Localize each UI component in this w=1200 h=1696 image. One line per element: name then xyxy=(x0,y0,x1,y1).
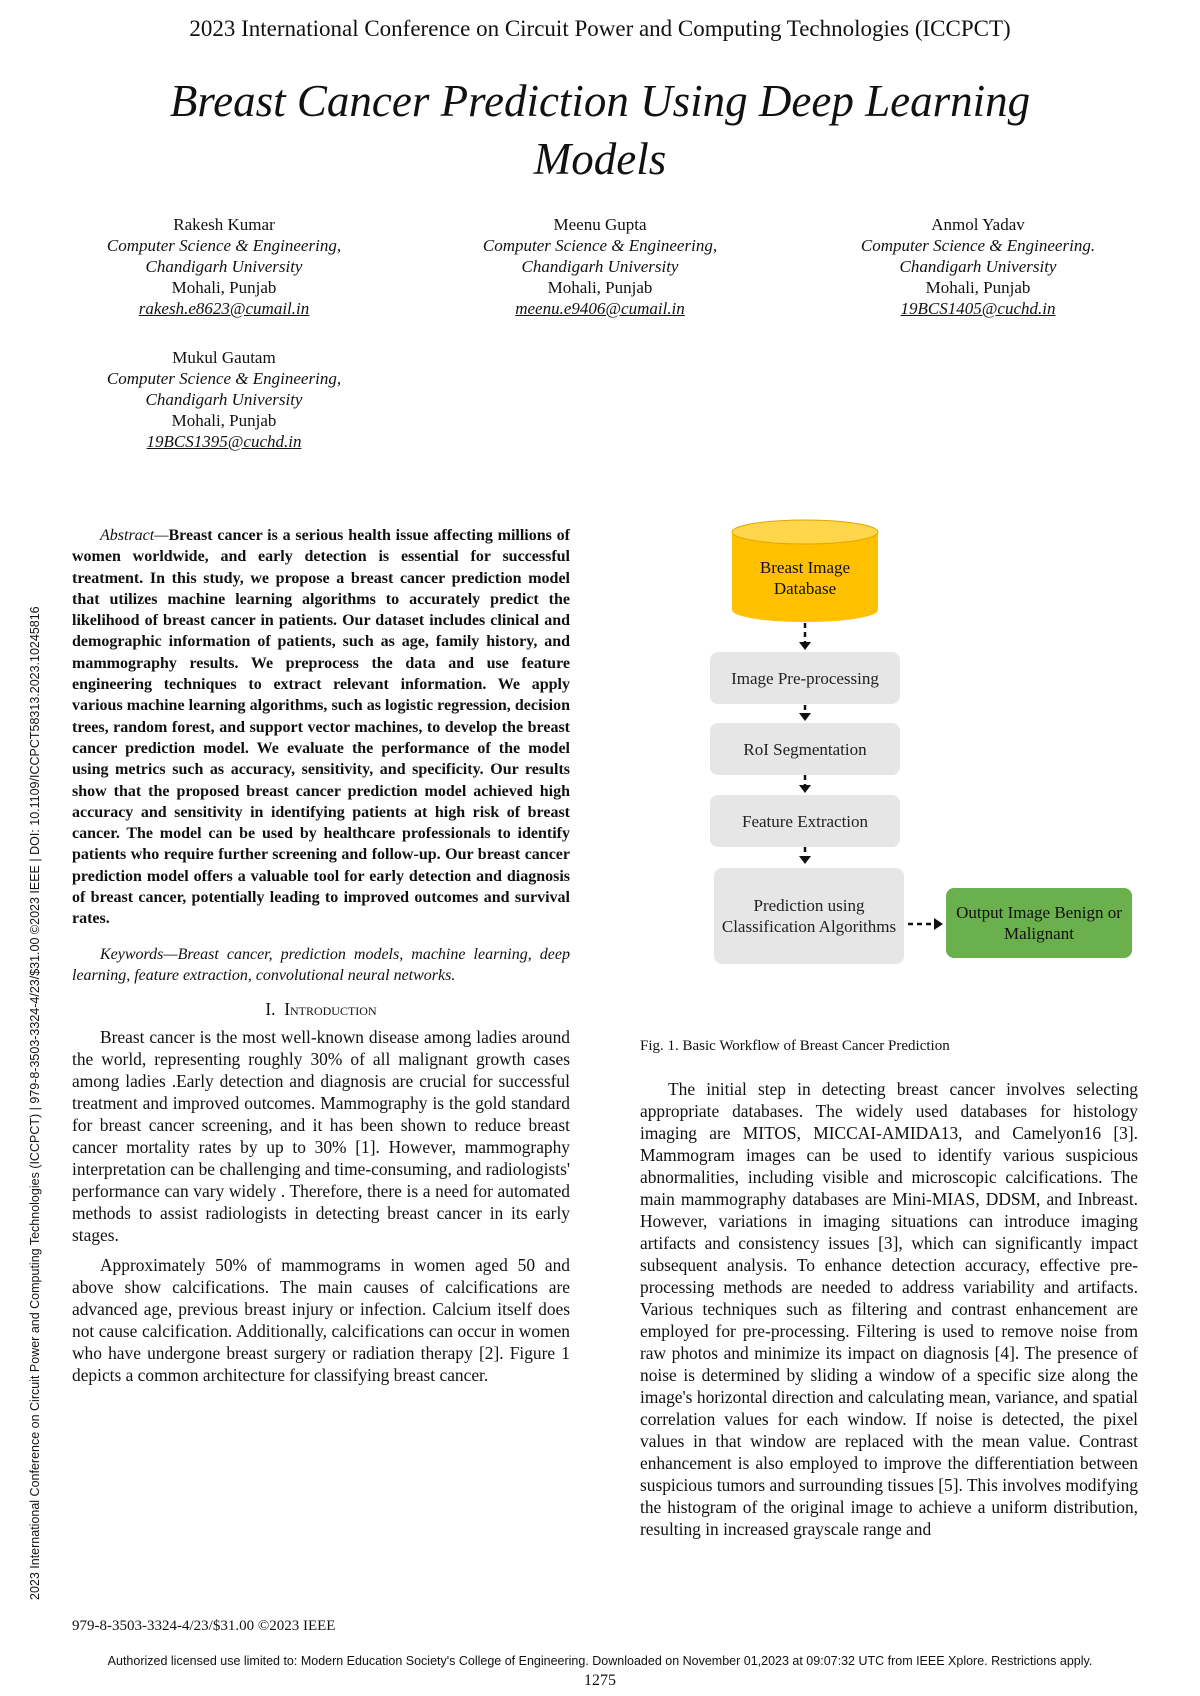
author-city: Mohali, Punjab xyxy=(171,411,277,430)
abstract xyxy=(72,525,570,930)
database-node: Breast Image Database xyxy=(759,558,851,598)
author-name: Rakesh Kumar xyxy=(173,215,275,234)
author-block xyxy=(818,214,1138,319)
right-column xyxy=(640,1078,1138,1548)
author-university: Chandigarh University xyxy=(145,390,303,409)
author-block xyxy=(64,214,384,319)
author-city: Mohali, Punjab xyxy=(547,278,653,297)
author-dept: Computer Science & Engineering, xyxy=(106,369,342,388)
author-block xyxy=(64,347,384,452)
workflow-figure xyxy=(640,518,1160,958)
paper-title: Breast Cancer Prediction Using Deep Learning Models xyxy=(169,76,1031,184)
author-dept: Computer Science & Engineering. xyxy=(860,236,1096,255)
step-node: Image Pre-processing xyxy=(710,652,900,704)
author-city: Mohali, Punjab xyxy=(925,278,1031,297)
step-node: Feature Extraction xyxy=(710,795,900,847)
author-name: Meenu Gupta xyxy=(553,215,647,234)
author-dept: Computer Science & Engineering, xyxy=(106,236,342,255)
intro-paragraph: Approximately 50% of mammograms in women aged 50 and above show calcifications. The main causes of calcifications are advanced age, previous breast injury or infection. Calcium itself does not cause calcification. Additionally, calcifications can occur in women who have undergone breast surgery or radiation therapy [2]. Figure 1 depicts a common architecture for classifying breast cancer. xyxy=(72,1254,570,1385)
abstract-label: Abstract— xyxy=(100,527,169,544)
output-node: Output Image Benign or Malignant xyxy=(946,888,1132,958)
section-title: Introduction xyxy=(284,998,377,1019)
author-city: Mohali, Punjab xyxy=(171,278,277,297)
left-column xyxy=(72,525,570,1394)
section-number: I. xyxy=(265,998,276,1019)
step-node: RoI Segmentation xyxy=(710,723,900,775)
isbn-line: 979-8-3503-3324-4/23/$31.00 ©2023 IEEE xyxy=(72,1618,336,1634)
page-number: 1275 xyxy=(584,1672,616,1689)
author-block xyxy=(440,214,760,319)
author-email[interactable]: 19BCS1405@cuchd.in xyxy=(900,299,1056,318)
license-notice: Authorized licensed use limited to: Modern Education Society's College of Engineering. Downloaded on November 01,2023 at 09:07:32 UTC from IEEE Xplore. Restrictions apply. xyxy=(107,1654,1093,1668)
author-email[interactable]: 19BCS1395@cuchd.in xyxy=(146,432,302,451)
abstract-text: Breast cancer is a serious health issue affecting millions of women worldwide, and early detection is essential for successful treatment. In this study, we propose a breast cancer prediction model that utilizes machine learning algorithms to accurately predict the likelihood of breast cancer in patients. Our dataset includes clinical and demographic information of patients, such as age, family history, and mammography results. We preprocess the data and use feature engineering techniques to extract relevant information. We apply various machine learning algorithms, such as logistic regression, decision trees, random forest, and support vector machines, to develop the breast cancer prediction model. We evaluate the performance of the model using metrics such as accuracy, sensitivity, and specificity. Our results show that the proposed breast cancer prediction model achieved high accuracy and sensitivity in identifying patients at high risk of breast cancer. The model can be used by healthcare professionals to identify patients who require further screening and follow-up. Our breast cancer prediction model offers a valuable tool for early detection and diagnosis of breast cancer, potentially leading to improved outcomes and survival rates. xyxy=(72,527,570,928)
author-name: Anmol Yadav xyxy=(931,215,1025,234)
doi-sidebar: 2023 International Conference on Circuit Power and Computing Technologies (ICCPCT) | 979-8-3503-3324-4/23/$31.00 ©2023 IEEE | DOI: 10.1109/ICCPCT58313.2023.10245816 xyxy=(28,606,42,1600)
author-university: Chandigarh University xyxy=(145,257,303,276)
author-dept: Computer Science & Engineering, xyxy=(482,236,718,255)
conference-header: 2023 International Conference on Circuit Power and Computing Technologies (ICCPCT) xyxy=(189,16,1011,41)
intro-paragraph: Breast cancer is the most well-known disease among ladies around the world, representing roughly 30% of all malignant growth cases among ladies .Early detection and diagnosis are crucial for successful treatment and improved outcomes. Mammography is the gold standard for breast cancer screening, and it has been shown to reduce breast cancer mortality rates by up to 30% [1]. However, mammography interpretation can be challenging and time-consuming, and radiologists' performance can vary widely . Therefore, there is a need for automated methods to assist radiologists in detecting breast cancer in its early stages. xyxy=(72,1026,570,1245)
author-name: Mukul Gautam xyxy=(172,348,276,367)
body-paragraph: The initial step in detecting breast cancer involves selecting appropriate databases. The widely used databases for histology imaging are MITOS, MICCAI-AMIDA13, and Camelyon16 [3]. Mammogram images can be used to identify various suspicious abnormalities, including visible and microscopic calcifications. The main mammography databases are Mini-MIAS, DDSM, and Inbreast. However, variations in imaging situations can introduce imaging artifacts and consistency issues [3], which can significantly impact subsequent analysis. To enhance detection accuracy, effective pre-processing methods are needed to address variability and artifacts. Various techniques such as filtering and contrast enhancement are employed for pre-processing. Filtering is used to remove noise from raw photos and minimize its impact on diagnosis [4]. The presence of noise is determined by sliding a window of a specific size along the image's horizontal direction and calculating mean, variance, and spatial correlation values for each window. If noise is detected, the pixel values in that window are replaced with the mean value. Contrast enhancement is also employed to improve the differentiation between suspicious tumors and surrounding tissues [5]. This involves modifying the histogram of the original image to achieve a uniform distribution, resulting in increased grayscale range and xyxy=(640,1079,1138,1539)
author-university: Chandigarh University xyxy=(899,257,1057,276)
author-university: Chandigarh University xyxy=(521,257,679,276)
section-heading xyxy=(72,998,570,1020)
keywords: Keywords—Breast cancer, prediction models, machine learning, deep learning, feature extraction, convolutional neural networks. xyxy=(72,945,570,984)
author-email[interactable]: rakesh.e8623@cumail.in xyxy=(138,299,310,318)
author-email[interactable]: meenu.e9406@cumail.in xyxy=(515,299,685,318)
step-node: Prediction using Classification Algorithms xyxy=(714,868,904,964)
figure-caption: Fig. 1. Basic Workflow of Breast Cancer Prediction xyxy=(640,1038,950,1054)
